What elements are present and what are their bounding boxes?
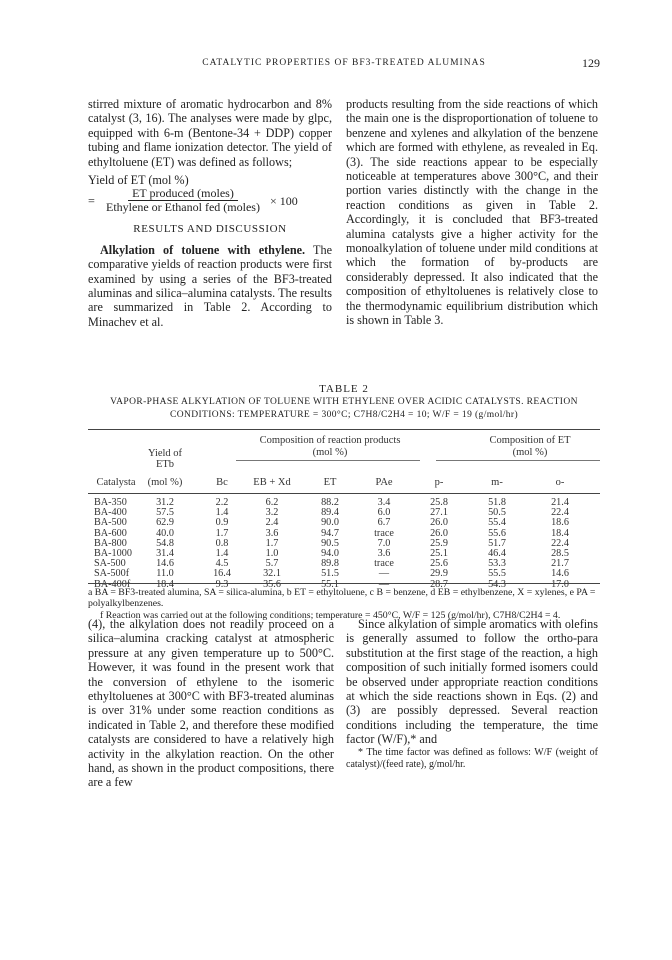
cell-benzene: 0.8 xyxy=(215,537,229,549)
table-row xyxy=(88,569,600,579)
right-column-top xyxy=(346,97,598,328)
cell-para: 25.1 xyxy=(430,547,448,559)
cell-eb-x: 2.4 xyxy=(265,517,279,529)
column-header-benzene: Bc xyxy=(216,477,228,488)
cell-ortho: 21.4 xyxy=(551,497,569,508)
table-footnote-conditions: f Reaction was carried out at the following conditions; temperature = 450°C, W/F = 125 (g/mol/hr), C7H8/C2H4 = 4. xyxy=(100,609,561,621)
cell-meta: 53.3 xyxy=(488,558,506,570)
column-header-et: ET xyxy=(323,477,337,488)
cell-meta: 46.4 xyxy=(488,547,506,559)
cell-eb-x: 1.7 xyxy=(265,537,279,549)
cell-benzene: 1.4 xyxy=(215,507,229,519)
cell-yield: 14.6 xyxy=(156,558,174,570)
cell-catalyst: BA-500 xyxy=(94,517,127,529)
cell-eb-x: 32.1 xyxy=(263,568,281,580)
cell-catalyst: BA-350 xyxy=(94,497,127,508)
column-header-ortho: o- xyxy=(555,477,565,488)
cell-pa: 6.7 xyxy=(377,517,391,529)
section-heading: RESULTS AND DISCUSSION xyxy=(133,223,287,236)
column-header-yield-unit: (mol %) xyxy=(147,477,183,488)
cell-pa: 7.0 xyxy=(377,537,391,549)
formula-denominator: Ethylene or Ethanol fed (moles) xyxy=(106,200,260,215)
paragraph: stirred mixture of aromatic hydrocarbon and 8% catalyst (3, 16). The analyses were made by glpc, equipped with 6-m (Bentone-34 + DDP) copper tubing and flame ionization detector. The yield of ethyltoluene (ET) was defined as follows; xyxy=(88,97,332,169)
cell-meta: 50.5 xyxy=(488,507,506,519)
cell-ortho: 14.6 xyxy=(551,568,569,580)
cell-et: 88.2 xyxy=(321,497,339,508)
cell-para: 26.0 xyxy=(430,527,448,539)
column-header-catalyst: Catalysta xyxy=(96,477,136,488)
cell-eb-x: 1.0 xyxy=(265,547,279,559)
left-column-bottom xyxy=(88,617,334,790)
column-header-pa: PAe xyxy=(375,477,393,488)
cell-et: 89.8 xyxy=(321,558,339,570)
cell-et: 90.5 xyxy=(321,537,339,549)
cell-para: 25.6 xyxy=(430,558,448,570)
cell-catalyst: SA-500 xyxy=(94,558,126,570)
column-header-meta: m- xyxy=(491,477,503,488)
cell-meta: 54.3 xyxy=(488,578,506,590)
cell-et: 94.0 xyxy=(321,547,339,559)
cell-benzene: 2.2 xyxy=(215,497,229,508)
cell-catalyst: BA-600 xyxy=(94,527,127,539)
page-footnote: * The time factor was defined as follows: W/F (weight of catalyst)/(feed rate), g/mol/hr. xyxy=(346,746,598,770)
column-group-products: Composition of reaction products xyxy=(259,435,401,446)
table-label: TABLE 2 xyxy=(319,383,369,395)
column-group-products-unit: (mol %) xyxy=(312,447,348,458)
running-title: CATALYTIC PROPERTIES OF BF3-TREATED ALUMINAS xyxy=(202,58,486,68)
column-header-yield-et: ETb xyxy=(155,459,175,470)
page-number: 129 xyxy=(582,56,600,70)
paragraph xyxy=(88,243,332,329)
cell-para: 27.1 xyxy=(430,507,448,519)
yield-formula xyxy=(88,173,332,214)
cell-catalyst: SA-500f xyxy=(94,568,130,580)
table-footnote-abbreviations: a BA = BF3-treated alumina, SA = silica-alumina, b ET = ethyltoluene, c B = benzene, d EB = ethylbenzene, X = xylenes, e PA = polyalkylbenzenes. xyxy=(88,587,596,610)
cell-yield: 62.9 xyxy=(156,517,174,529)
group-rule-products xyxy=(236,460,420,461)
cell-yield: 57.5 xyxy=(156,507,174,519)
table-caption-line1: VAPOR-PHASE ALKYLATION OF TOLUENE WITH ETHYLENE OVER ACIDIC CATALYSTS. REACTION xyxy=(110,397,578,407)
cell-benzene: 4.5 xyxy=(215,558,229,570)
formula-lhs: Yield of ET (mol %) xyxy=(88,173,189,188)
cell-et: 51.5 xyxy=(321,568,339,580)
cell-eb-x: 3.6 xyxy=(265,527,279,539)
table-caption-line2: CONDITIONS: TEMPERATURE = 300°C; C7H8/C2H4 = 10; W/F = 19 (g/mol/hr) xyxy=(169,410,519,420)
table-header-rule xyxy=(88,493,600,494)
cell-eb-x: 6.2 xyxy=(265,497,279,508)
group-rule-et xyxy=(436,460,600,461)
table-top-rule xyxy=(88,429,600,430)
cell-para: 26.0 xyxy=(430,517,448,529)
cell-meta: 51.8 xyxy=(488,497,506,508)
cell-yield: 31.4 xyxy=(156,547,174,559)
cell-ortho: 28.5 xyxy=(551,547,569,559)
cell-pa: — xyxy=(378,568,390,580)
left-column-top xyxy=(88,97,332,329)
column-header-eb-x: EB + Xd xyxy=(253,477,291,488)
cell-eb-x: 5.7 xyxy=(265,558,279,570)
table-bottom-rule xyxy=(88,583,600,584)
cell-meta: 55.5 xyxy=(488,568,506,580)
cell-pa: trace xyxy=(374,527,394,539)
cell-pa: 3.4 xyxy=(377,497,391,508)
paragraph-text: The comparative yields of reaction products were first examined by using a series of the BF3-treated aluminas and silica–alumina catalysts. The results are summarized in Table 2. According to Minachev et al. xyxy=(88,242,332,329)
cell-ortho: 18.4 xyxy=(551,527,569,539)
cell-yield: 18.4 xyxy=(156,578,174,590)
cell-eb-x: 3.2 xyxy=(265,507,279,519)
cell-et: 89.4 xyxy=(321,507,339,519)
paragraph: products resulting from the side reactions of which the main one is the disproportionation of toluene to benzene and xylenes and alkylation of the benzene which are formed with ethylene, as revealed in Eq. (3). The side reactions appear to be especially noticeable at temperatures above 300°C, and their portion varies distinctly with the change in the reaction conditions as given in Table 2. Accordingly, it is concluded that BF3-treated alumina catalysts give a higher activity for the monoalkylation of toluene under mild conditions at which the formation of by-products are considerably depressed. It also indicated that the composition of ethyltoluenes is relatively close to the thermodynamic equilibrium distribution which is shown in Table 3. xyxy=(346,97,598,328)
paragraph: Since alkylation of simple aromatics with olefins is generally assumed to follow the ortho-para substitution at the first stage of the reaction, a high composition of such initially formed isomers could be observed under appropriate reaction conditions at which the side reactions shown in Eqs. (2) and (3) are possibly depressed. Several reaction conditions including the temperature, the time factor (W/F),* and xyxy=(346,617,598,747)
cell-et: 90.0 xyxy=(321,517,339,529)
cell-meta: 51.7 xyxy=(488,537,506,549)
run-in-heading: Alkylation of toluene with ethylene. xyxy=(100,242,306,257)
cell-ortho: 18.6 xyxy=(551,517,569,529)
cell-catalyst: BA-400 xyxy=(94,507,127,519)
cell-ortho: 17.0 xyxy=(551,578,569,590)
right-column-bottom xyxy=(346,617,598,771)
formula-fraction xyxy=(102,187,264,214)
cell-para: 25.8 xyxy=(430,497,448,508)
table-body xyxy=(88,498,600,590)
cell-et: 55.1 xyxy=(321,578,339,590)
cell-eb-x: 35.6 xyxy=(263,578,281,590)
column-group-et: Composition of ET xyxy=(489,435,571,446)
cell-yield: 11.0 xyxy=(156,568,174,580)
cell-catalyst: BA-400f xyxy=(94,578,131,590)
running-header xyxy=(88,58,600,72)
cell-catalyst: BA-800 xyxy=(94,537,127,549)
cell-meta: 55.6 xyxy=(488,527,506,539)
cell-benzene: 9.3 xyxy=(215,578,229,590)
cell-pa: trace xyxy=(374,558,394,570)
cell-et: 94.7 xyxy=(321,527,339,539)
cell-pa: 3.6 xyxy=(377,547,391,559)
cell-para: 28.7 xyxy=(430,578,448,590)
cell-pa: 6.0 xyxy=(377,507,391,519)
cell-meta: 55.4 xyxy=(488,517,506,529)
cell-yield: 31.2 xyxy=(156,497,174,508)
column-header-yield: Yield of xyxy=(147,448,183,459)
cell-para: 25.9 xyxy=(430,537,448,549)
cell-ortho: 22.4 xyxy=(551,507,569,519)
cell-benzene: 16.4 xyxy=(213,568,231,580)
cell-benzene: 0.9 xyxy=(215,517,229,529)
cell-pa: — xyxy=(378,578,390,590)
cell-yield: 40.0 xyxy=(156,527,174,539)
cell-ortho: 21.7 xyxy=(551,558,569,570)
column-group-et-unit: (mol %) xyxy=(512,447,548,458)
cell-yield: 54.8 xyxy=(156,537,174,549)
cell-ortho: 22.4 xyxy=(551,537,569,549)
cell-benzene: 1.7 xyxy=(215,527,229,539)
formula-equals: = xyxy=(88,193,95,208)
formula-numerator: ET produced (moles) xyxy=(128,187,238,201)
column-header-para: p- xyxy=(434,477,444,488)
cell-benzene: 1.4 xyxy=(215,547,229,559)
cell-catalyst: BA-1000 xyxy=(94,547,132,559)
cell-para: 29.9 xyxy=(430,568,448,580)
formula-multiplier: × 100 xyxy=(269,193,298,208)
paragraph: (4), the alkylation does not readily proceed on a silica–alumina cracking catalyst at atmospheric pressure at any given temperature up to 500°C. However, it was found in the present work that the conversion of ethylene to the isomeric ethyltoluenes at 300°C with BF3-treated aluminas is over 31% under some reaction conditions as indicated in Table 2, and therefore these modified catalysts are considered to have a relatively high activity in the alkylation reaction. On the other hand, as shown in the product compositions, there are a few xyxy=(88,617,334,790)
